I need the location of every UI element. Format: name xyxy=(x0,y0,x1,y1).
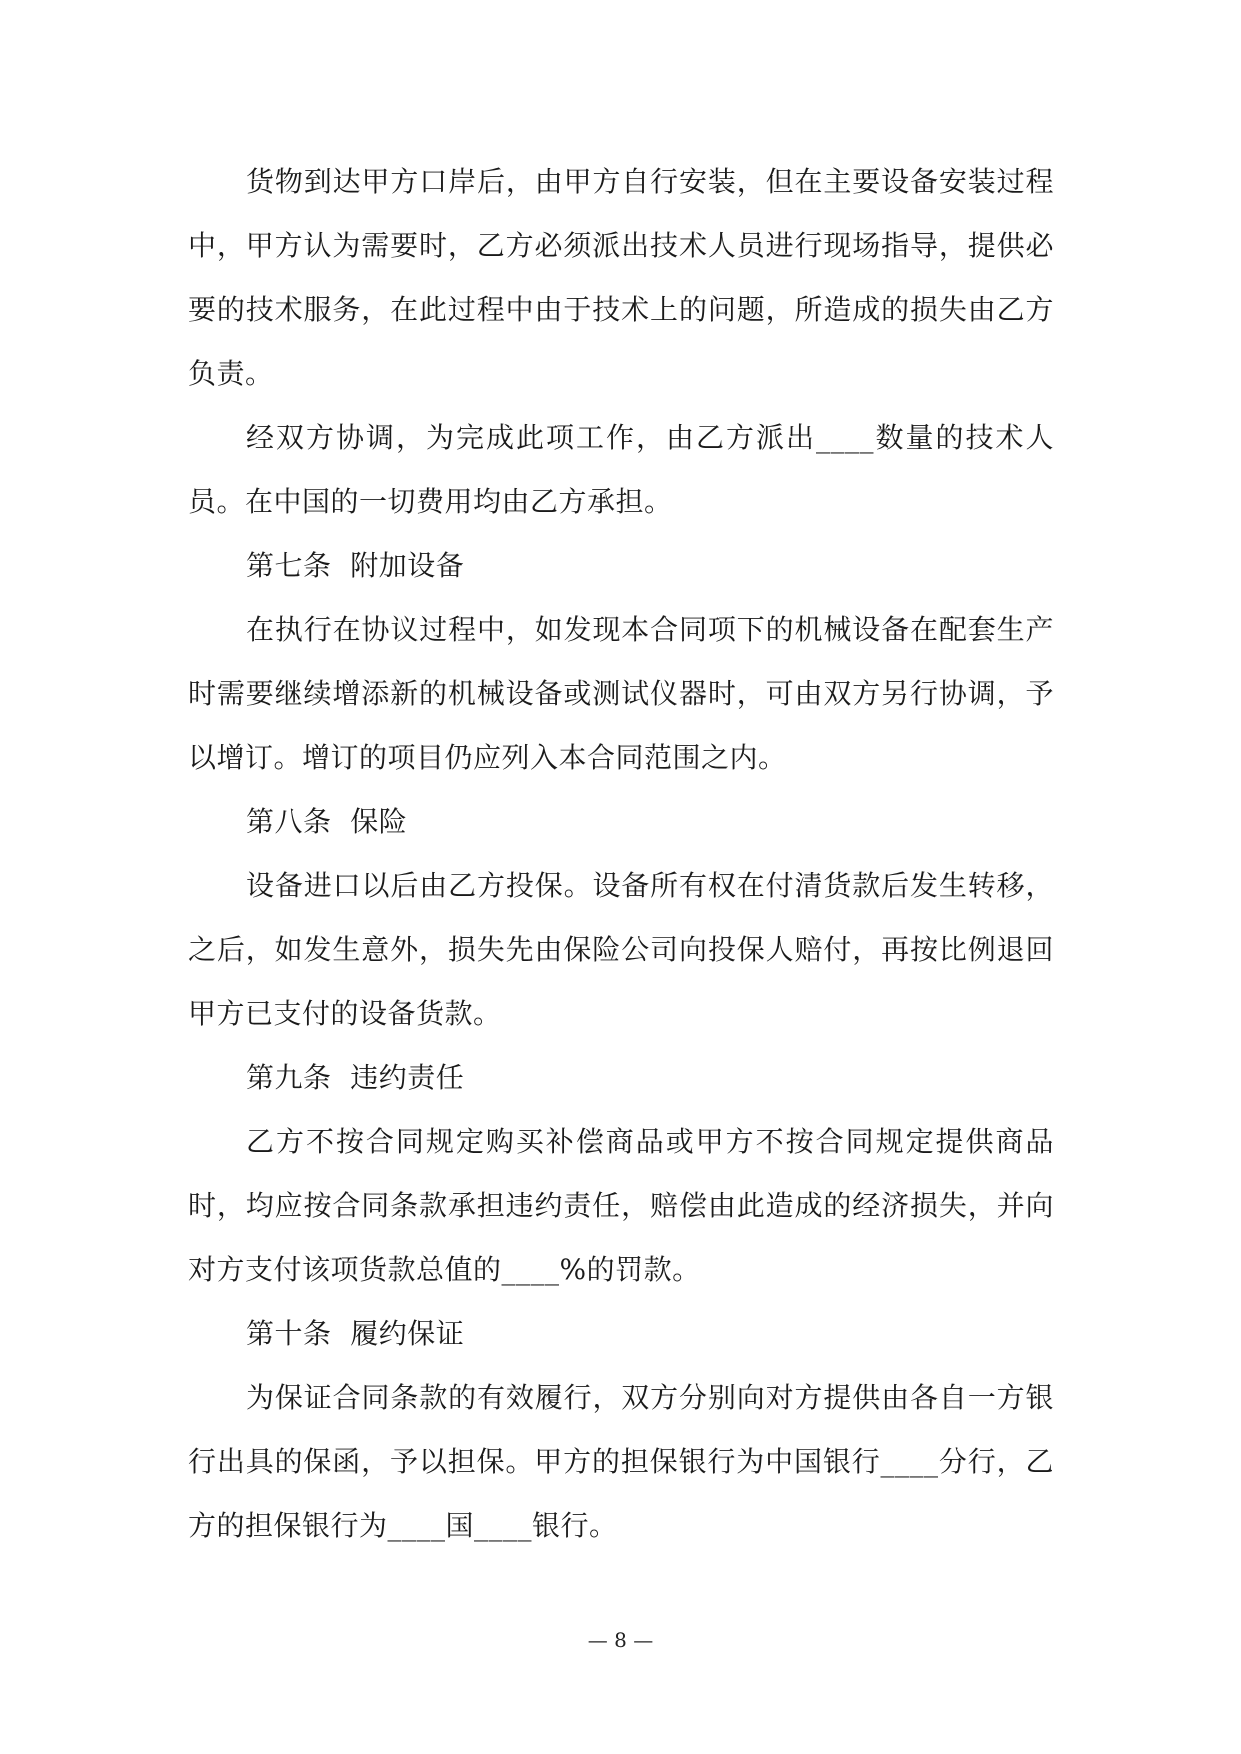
clause-7-heading: 第七条 附加设备 xyxy=(246,549,465,582)
clause-8-body: 设备进口以后由乙方投保。设备所有权在付清货款后发生转移，之后，如发生意外，损失先由保险公司向投保人赔付，再按比例退回甲方已支付的设备货款。 xyxy=(188,869,1054,1030)
clause-9-body: 乙方不按合同规定购买补偿商品或甲方不按合同规定提供商品时，均应按合同条款承担违约责任，赔偿由此造成的经济损失，并向对方支付该项货款总值的____%的罚款。 xyxy=(188,1125,1054,1286)
page-number: — 8 — xyxy=(587,1628,654,1652)
clause-9-heading: 第九条 违约责任 xyxy=(246,1061,465,1094)
paragraph-technical-staff: 经双方协调，为完成此项工作，由乙方派出____数量的技术人员。在中国的一切费用均由乙方承担。 xyxy=(188,421,1054,518)
clause-10-heading: 第十条 履约保证 xyxy=(246,1317,465,1350)
clause-8-heading: 第八条 保险 xyxy=(246,805,408,838)
clause-7-body: 在执行在协议过程中，如发现本合同项下的机械设备在配套生产时需要继续增添新的机械设备或测试仪器时，可由双方另行协调，予以增订。增订的项目仍应列入本合同范围之内。 xyxy=(188,613,1054,774)
document-body xyxy=(188,150,1054,1558)
clause-10-body: 为保证合同条款的有效履行，双方分别向对方提供由各自一方银行出具的保函，予以担保。甲方的担保银行为中国银行____分行，乙方的担保银行为____国____银行。 xyxy=(188,1381,1054,1542)
paragraph-installation: 货物到达甲方口岸后，由甲方自行安装，但在主要设备安装过程中，甲方认为需要时，乙方必须派出技术人员进行现场指导，提供必要的技术服务，在此过程中由于技术上的问题，所造成的损失由乙方负责。 xyxy=(188,165,1054,390)
